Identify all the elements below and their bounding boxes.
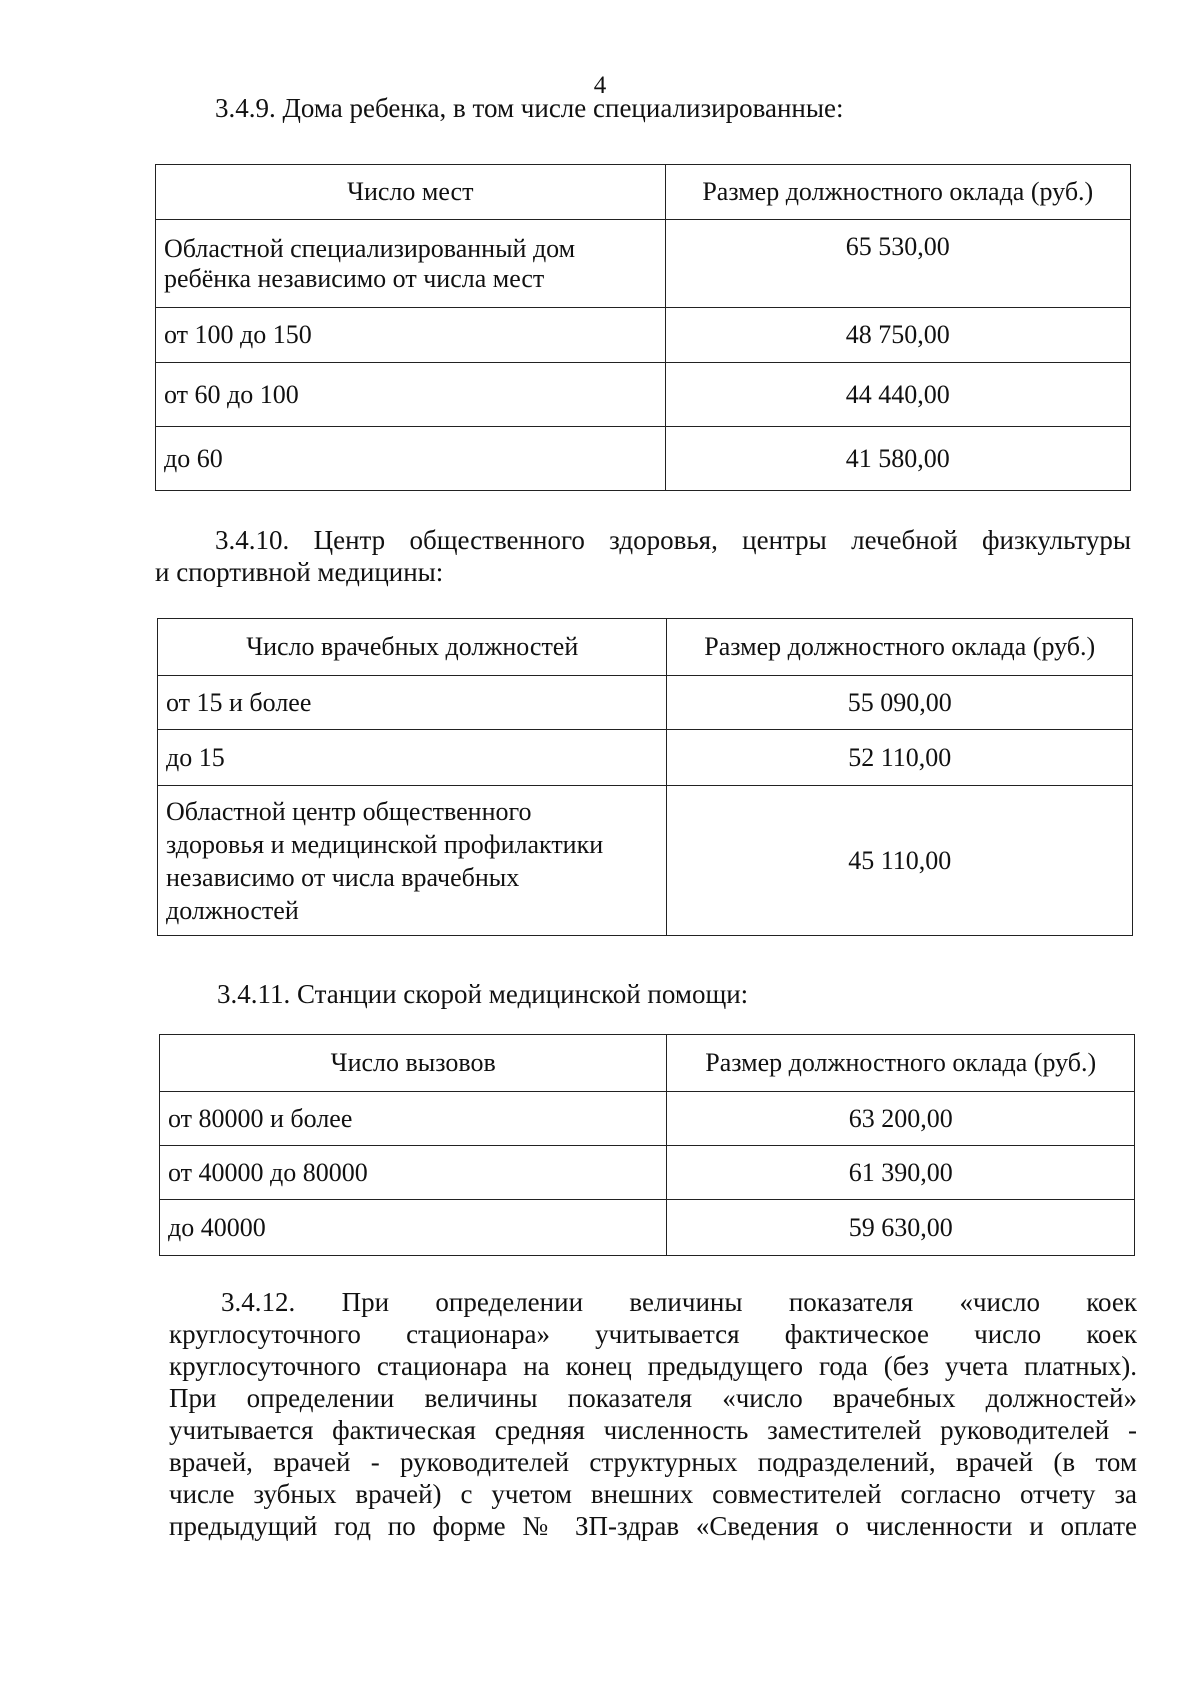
heading-line: и спортивной медицины: — [155, 557, 444, 587]
table-row — [156, 220, 1131, 308]
table-cell: от 80000 и более — [160, 1092, 667, 1146]
table-row — [156, 427, 1131, 491]
table-row — [156, 363, 1131, 427]
table-header-row — [156, 165, 1131, 220]
paragraph-line: круглосуточного стационара на конец предыдущего года (без учета платных). — [169, 1351, 1137, 1381]
column-header: Число вызовов — [160, 1035, 667, 1092]
table-row — [158, 676, 1133, 730]
cell-line: Областной центр общественного — [166, 796, 532, 826]
table-3-4-11 — [159, 1034, 1135, 1256]
column-header: Размер должностного оклада (руб.) — [667, 1035, 1135, 1092]
table-cell-value: 48 750,00 — [665, 308, 1130, 363]
paragraph-line: предыдущий год по форме № ЗП-здрав «Сведения о численности и оплате — [169, 1511, 1137, 1541]
table-cell: от 15 и более — [158, 676, 667, 730]
table-3-4-9 — [155, 164, 1131, 491]
table-header-row — [158, 619, 1133, 676]
paragraph-line: числе зубных врачей) с учетом внешних совместителей согласно отчету за — [169, 1479, 1137, 1509]
column-header: Размер должностного оклада (руб.) — [665, 165, 1130, 220]
table-cell-value: 65 530,00 — [665, 220, 1130, 308]
table-cell-value: 44 440,00 — [665, 363, 1130, 427]
table-3-4-10 — [157, 618, 1133, 936]
cell-line: должностей — [166, 895, 299, 925]
table-cell — [158, 786, 667, 936]
paragraph-line: 3.4.12. При определении величины показателя «число коек — [221, 1287, 1137, 1317]
table-cell-value: 55 090,00 — [667, 676, 1133, 730]
paragraph-line: круглосуточного стационара» учитывается фактическое число коек — [169, 1319, 1137, 1349]
column-header: Число мест — [156, 165, 666, 220]
cell-line: Областной специализированный дом — [164, 233, 576, 263]
table-cell-value: 41 580,00 — [665, 427, 1130, 491]
table-header-row — [160, 1035, 1135, 1092]
table-cell: от 60 до 100 — [156, 363, 666, 427]
table-row — [158, 786, 1133, 936]
section-heading-3-4-11: 3.4.11. Станции скорой медицинской помощи: — [217, 979, 749, 1009]
cell-line: независимо от числа врачебных — [166, 862, 520, 892]
paragraph-line: учитывается фактическая средняя численность заместителей руководителей - — [169, 1415, 1137, 1445]
table-cell-value: 59 630,00 — [667, 1200, 1135, 1256]
cell-line: ребёнка независимо от числа мест — [164, 263, 545, 293]
section-heading-3-4-10 — [155, 524, 1131, 588]
section-heading-3-4-9: 3.4.9. Дома ребенка, в том числе специализированные: — [215, 93, 844, 123]
paragraph-line: врачей, врачей - руководителей структурных подразделений, врачей (в том — [169, 1447, 1137, 1477]
table-cell-value: 52 110,00 — [667, 730, 1133, 786]
column-header: Размер должностного оклада (руб.) — [667, 619, 1133, 676]
table-cell-value: 63 200,00 — [667, 1092, 1135, 1146]
table-cell: до 15 — [158, 730, 667, 786]
table-cell: от 100 до 150 — [156, 308, 666, 363]
table-row — [160, 1200, 1135, 1256]
table-cell: от 40000 до 80000 — [160, 1146, 667, 1200]
table-row — [156, 308, 1131, 363]
page-number: 4 — [593, 72, 607, 99]
cell-line: здоровья и медицинской профилактики — [166, 829, 604, 859]
table-cell-value: 61 390,00 — [667, 1146, 1135, 1200]
paragraph-line: При определении величины показателя «число врачебных должностей» — [169, 1383, 1137, 1413]
table-row — [158, 730, 1133, 786]
table-row — [160, 1146, 1135, 1200]
table-cell — [156, 220, 666, 308]
table-row — [160, 1092, 1135, 1146]
table-cell: до 40000 — [160, 1200, 667, 1256]
heading-line: 3.4.10. Центр общественного здоровья, центры лечебной физкультуры — [215, 525, 1131, 555]
table-cell: до 60 — [156, 427, 666, 491]
column-header: Число врачебных должностей — [158, 619, 667, 676]
paragraph-3-4-12 — [169, 1286, 1137, 1542]
table-cell-value: 45 110,00 — [667, 786, 1133, 936]
